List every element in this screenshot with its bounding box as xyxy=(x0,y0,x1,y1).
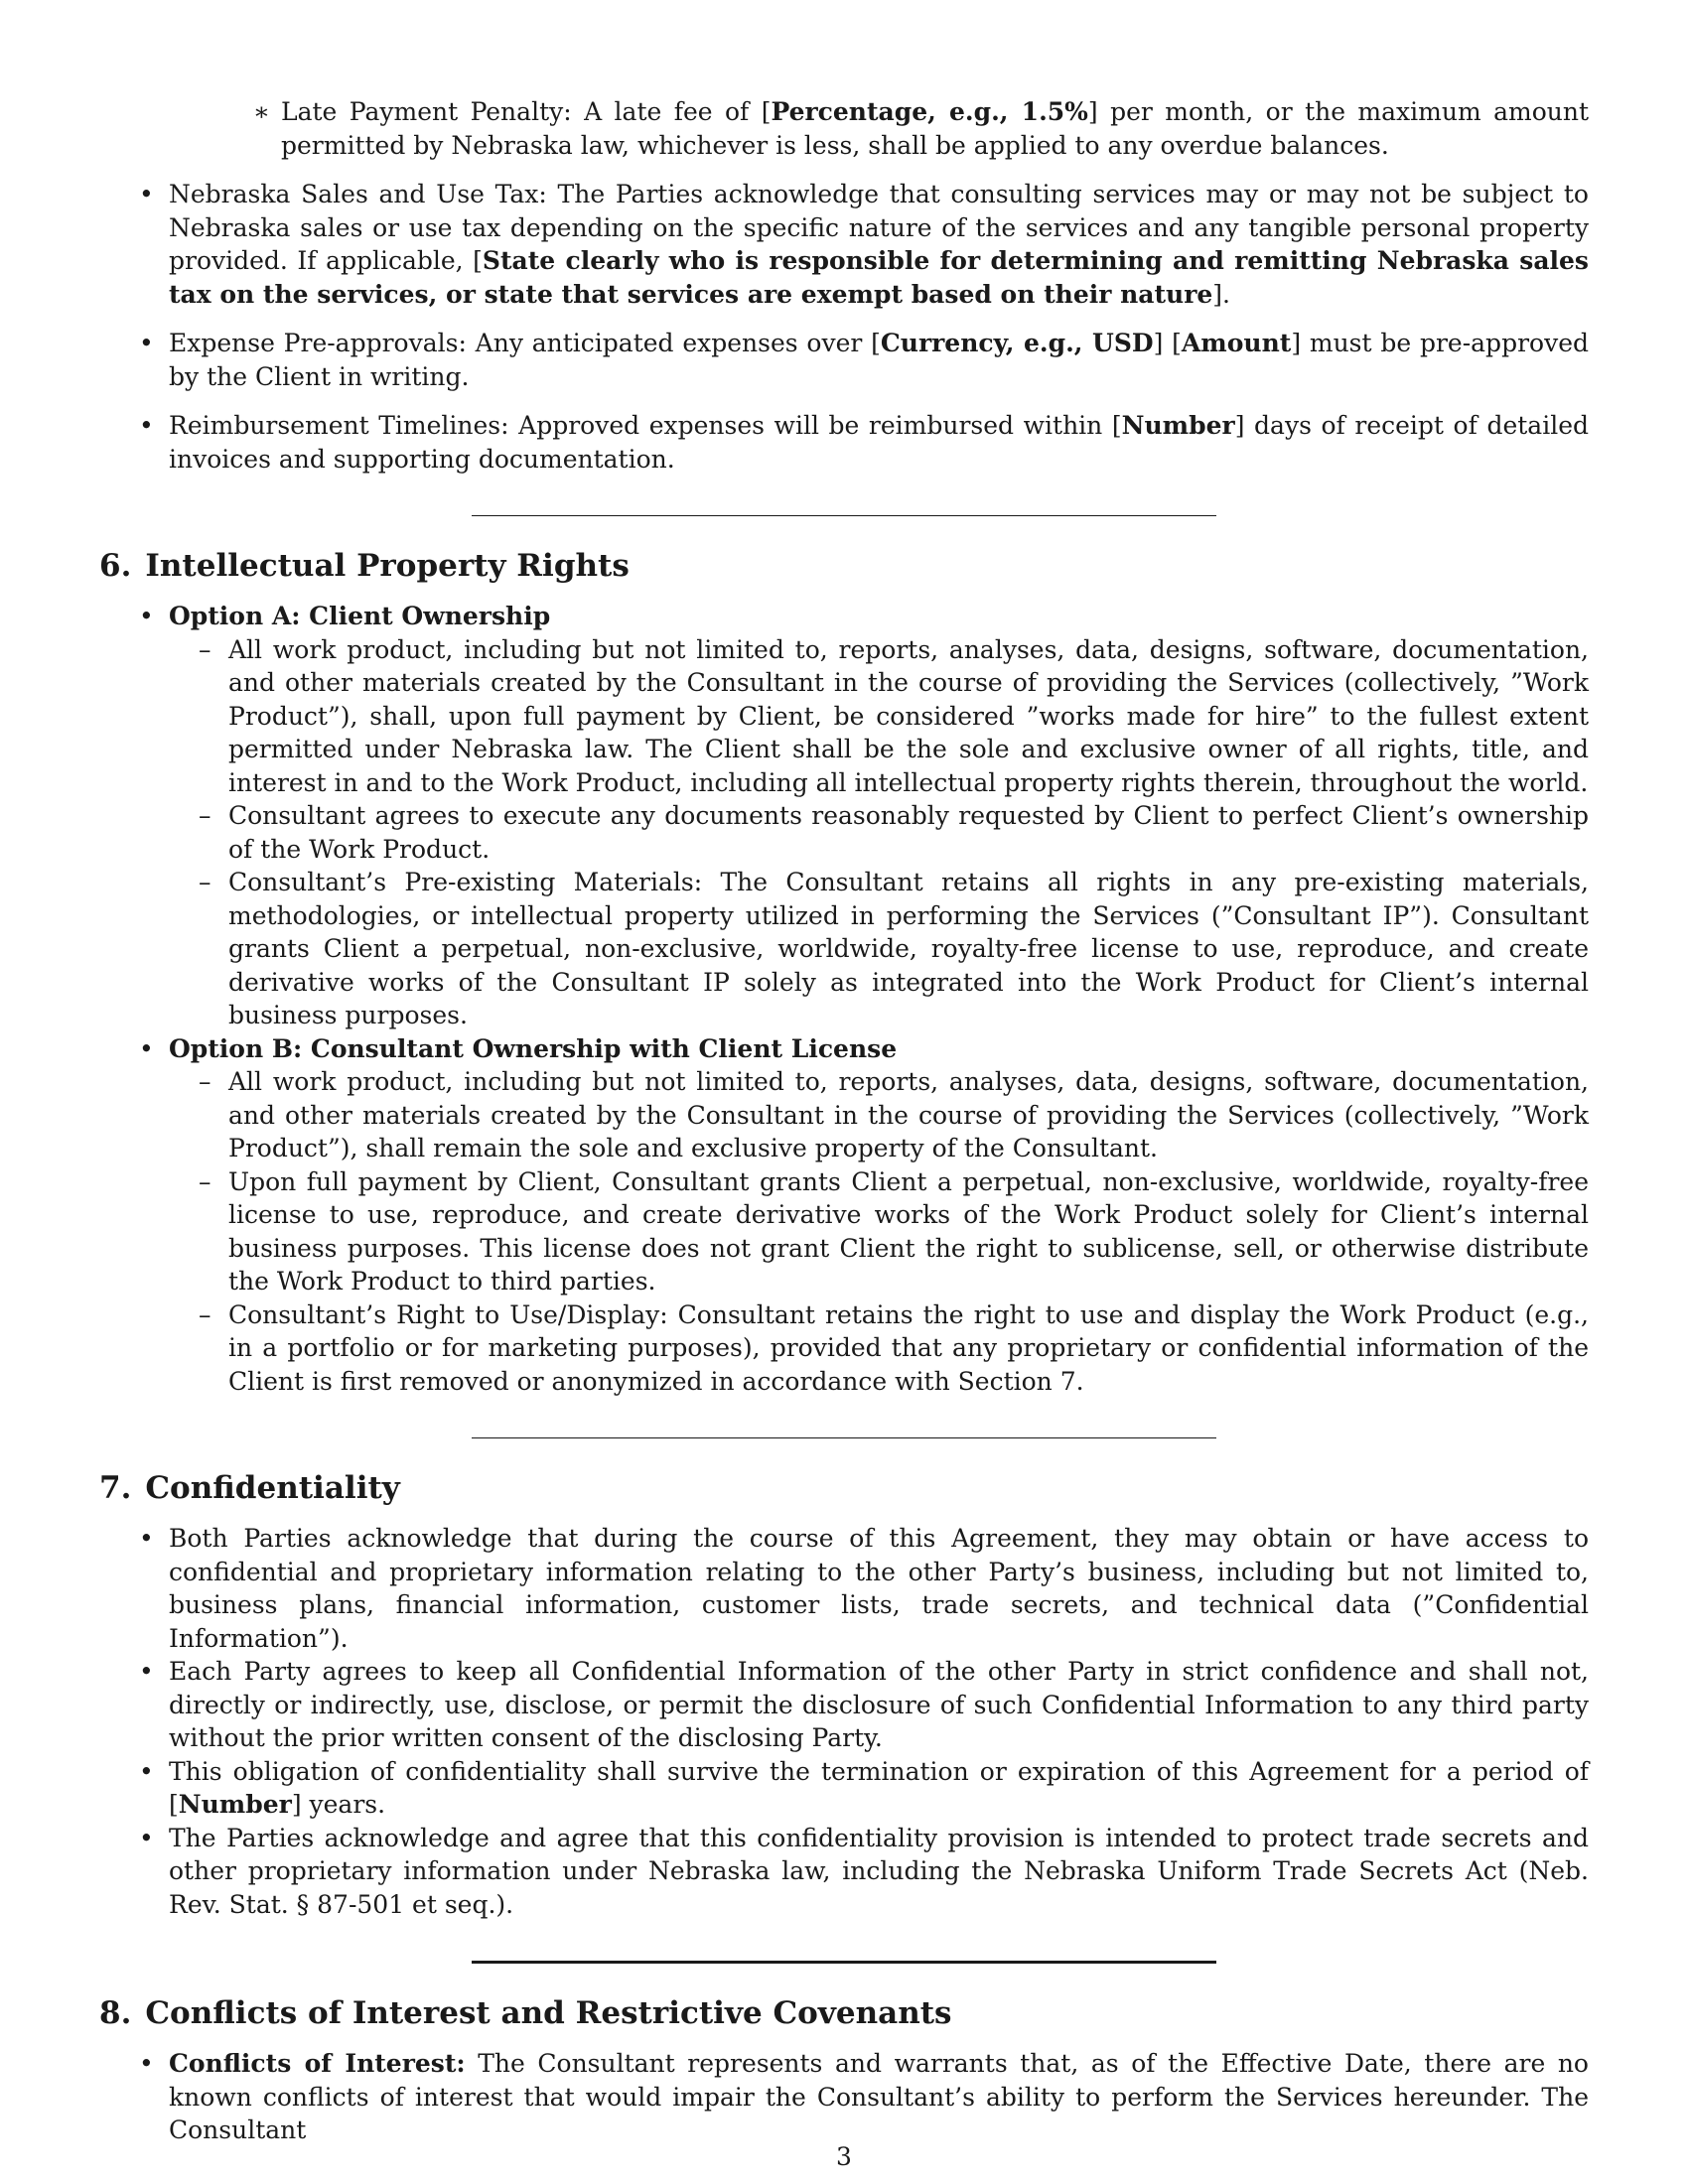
confidentiality-item: • Both Parties acknowledge that during the course of this Agreement, they may obtain or have access to confidential and proprietary information relating to the other Party’s business, including but not limited to, business plans, financial information, customer lists, trade secrets, and technical data (”Confidential Information”). xyxy=(139,1524,1589,1653)
placeholder-currency: Currency, e.g., USD xyxy=(880,329,1154,357)
placeholder-sales-tax: State clearly who is responsible for determining and remitting Nebraska sales tax on the services, or state that services are exempt based on their nature xyxy=(169,246,1589,309)
late-payment-penalty-item: ∗ Late Payment Penalty: A late fee of [Percentage, e.g., 1.5%] per month, or the maximum amount permitted by Nebraska law, whichever is less, shall be applied to any overdue balances. xyxy=(253,97,1589,160)
section-7-heading: 7. Confidentiality xyxy=(99,1470,400,1506)
section-8-heading: 8. Conflicts of Interest and Restrictive Covenants xyxy=(99,1995,952,2031)
section-divider xyxy=(472,1961,1216,1964)
placeholder-number: Number xyxy=(1121,411,1235,440)
option-b-item: – Upon full payment by Client, Consultant grants Client a perpetual, non-exclusive, worldwide, royalty-free license to use, reproduce, and create derivative works of the Work Product solely for Client’s internal business purposes. This license does not grant Client the right to sublicense, sell, or otherwise distribute the Work Product to third parties. xyxy=(199,1166,1589,1296)
placeholder-percentage: Percentage, e.g., 1.5% xyxy=(771,97,1088,126)
confidentiality-item: • This obligation of confidentiality shall survive the termination or expiration of this Agreement for a period of [Number] years. xyxy=(139,1756,1589,1819)
bullet-marker: • xyxy=(139,602,154,630)
bullet-marker: • xyxy=(139,180,154,208)
option-b-heading: • Option B: Consultant Ownership with Client License xyxy=(99,1032,1589,1066)
section-divider xyxy=(472,1437,1216,1438)
placeholder-number: Number xyxy=(178,1790,292,1819)
reimbursement-item: • Reimbursement Timelines: Approved expenses will be reimbursed within [Number] days of receipt of detailed invoices and supporting documentation. xyxy=(139,411,1589,474)
bullet-marker: • xyxy=(139,1823,154,1852)
document-page xyxy=(99,95,1589,2147)
bullet-marker: • xyxy=(139,1524,154,1553)
bullet-marker: • xyxy=(139,1756,154,1786)
placeholder-amount: Amount xyxy=(1181,329,1292,357)
option-a-heading: • Option A: Client Ownership xyxy=(99,600,1589,633)
dash-marker: – xyxy=(199,634,211,664)
conflicts-of-interest-item: • Conflicts of Interest: The Consultant represents and warrants that, as of the Effective Date, there are no known conflicts of interest that would impair the Consultant’s ability to perform the Services hereunder. The Consultant xyxy=(139,2049,1589,2144)
asterisk-marker: ∗ xyxy=(253,97,270,126)
option-b-item: – Consultant’s Right to Use/Display: Consultant retains the right to use and display the Work Product (e.g., in a portfolio or for marketing purposes), provided that any proprietary or confidential information of the Client is first removed or anonymized in accordance with Section 7. xyxy=(199,1299,1589,1396)
dash-marker: – xyxy=(199,868,211,896)
confidentiality-item: • The Parties acknowledge and agree that this confidentiality provision is intended to protect trade secrets and other proprietary information under Nebraska law, including the Nebraska Uniform Trade Secrets Act (Neb. Rev. Stat. § 87-501 et seq.). xyxy=(139,1823,1589,1919)
dash-marker: – xyxy=(199,1166,211,1196)
bullet-marker: • xyxy=(139,1657,154,1686)
option-b-item: – All work product, including but not limited to, reports, analyses, data, designs, software, documentation, and other materials created by the Consultant in the course of providing the Services (collectively, ”Work Product”), shall remain the sole and exclusive property of the Consultant. xyxy=(199,1067,1589,1162)
option-a-item: – All work product, including but not limited to, reports, analyses, data, designs, software, documentation, and other materials created by the Consultant in the course of providing the Services (collectively, ”Work Product”), shall, upon full payment by Client, be considered ”works made for hire” to the fullest extent permitted under Nebraska law. The Client shall be the sole and exclusive owner of all rights, title, and interest in and to the Work Product, including all intellectual property rights therein, throughout the world. xyxy=(199,634,1589,797)
sales-tax-item: • Nebraska Sales and Use Tax: The Parties acknowledge that consulting services may or may not be subject to Nebraska sales or use tax depending on the specific nature of the services and any tangible personal property provided. If applicable, [State clearly who is responsible for determining and remitting Nebraska sales tax on the services, or state that services are exempt based on their nature]. xyxy=(139,180,1589,309)
option-a-item: – Consultant’s Pre-existing Materials: The Consultant retains all rights in any pre-existing materials, methodologies, or intellectual property utilized in performing the Services (”Consultant IP”). Consultant grants Client a perpetual, non-exclusive, worldwide, royalty-free license to use, reproduce, and create derivative works of the Consultant IP solely as integrated into the Work Product for Client’s internal business purposes. xyxy=(199,868,1589,1029)
confidentiality-item: • Each Party agrees to keep all Confidential Information of the other Party in strict confidence and shall not, directly or indirectly, use, disclose, or permit the disclosure of such Confidential Information to any third party without the prior written consent of the disclosing Party. xyxy=(139,1657,1589,1752)
page-number: 3 xyxy=(836,2142,852,2171)
bullet-marker: • xyxy=(139,2049,154,2078)
option-a-item: – Consultant agrees to execute any documents reasonably requested by Client to perfect Client’s ownership of the Work Product. xyxy=(199,801,1589,864)
bullet-marker: • xyxy=(139,411,154,440)
section-6-heading: 6. Intellectual Property Rights xyxy=(99,548,630,584)
section-divider xyxy=(472,515,1216,516)
dash-marker: – xyxy=(199,801,211,830)
dash-marker: – xyxy=(199,1299,211,1329)
dash-marker: – xyxy=(199,1067,211,1096)
expense-preapproval-item: • Expense Pre-approvals: Any anticipated expenses over [Currency, e.g., USD] [Amount] must be pre-approved by the Client in writing. xyxy=(139,329,1589,391)
bullet-marker: • xyxy=(139,1033,154,1063)
bullet-marker: • xyxy=(139,329,154,357)
